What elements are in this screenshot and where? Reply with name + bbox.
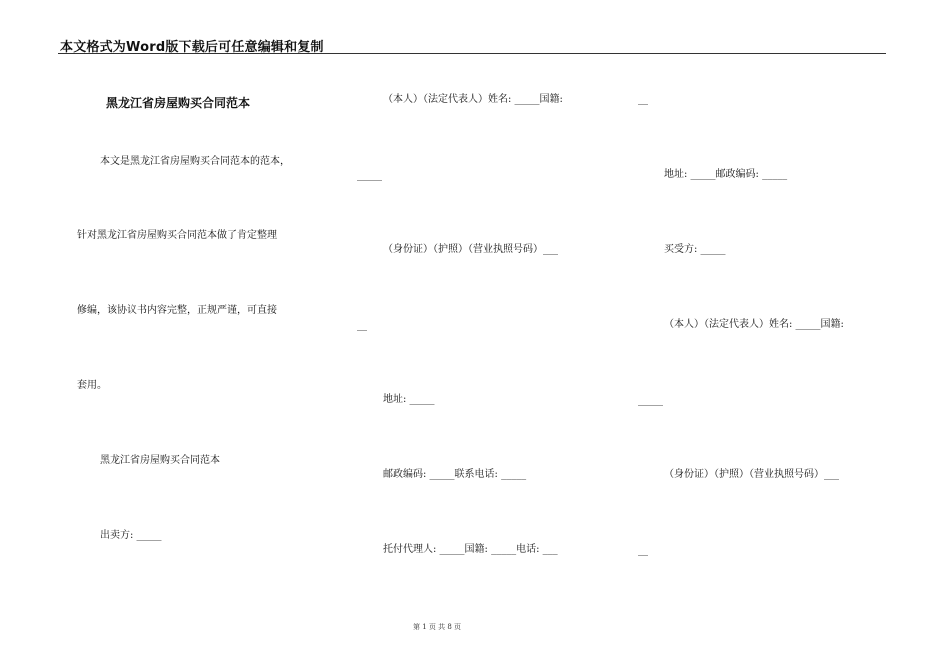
seller-id-field: （身份证）（护照）（营业执照号码）___ (383, 244, 558, 255)
seller-name-field: （本人）（法定代表人）姓名: _____国籍: (383, 94, 563, 105)
document-title: 黑龙江省房屋购买合同范本 (106, 96, 251, 110)
seller-field: 出卖方: _____ (100, 530, 162, 541)
buyer-field: 买受方: _____ (664, 244, 726, 255)
seller-postal-phone-field: 邮政编码: _____联系电话: _____ (383, 469, 527, 480)
seller-address-field: 地址: _____ (383, 394, 435, 405)
buyer-name-field: （本人）（法定代表人）姓名: _____国籍: (664, 319, 844, 330)
buyer-name-blank: _____ (638, 395, 663, 406)
intro-line-2: 针对黑龙江省房屋购买合同范本做了肯定整理 (77, 230, 277, 241)
agent-field: 托付代理人: _____国籍: _____电话: ___ (383, 544, 558, 555)
seller-name-blank: _____ (357, 170, 382, 181)
buyer-id-blank: __ (638, 545, 648, 556)
col3-blank-top: __ (638, 94, 648, 105)
intro-line-4: 套用。 (77, 380, 107, 391)
intro-line-3: 修编，该协议书内容完整，正规严谨，可直接 (77, 305, 277, 316)
contract-subtitle: 黑龙江省房屋购买合同范本 (100, 455, 220, 466)
intro-line-1: 本文是黑龙江省房屋购买合同范本的范本， (100, 156, 290, 167)
buyer-id-field: （身份证）（护照）（营业执照号码）___ (664, 469, 839, 480)
header-divider (58, 53, 886, 54)
buyer-side-address-postal: 地址: _____邮政编码: _____ (664, 169, 788, 180)
page-number: 第 1 页 共 8 页 (413, 623, 462, 631)
document-banner: 本文格式为Word版下载后可任意编辑和复制 (60, 40, 324, 55)
seller-id-blank: __ (357, 320, 367, 331)
